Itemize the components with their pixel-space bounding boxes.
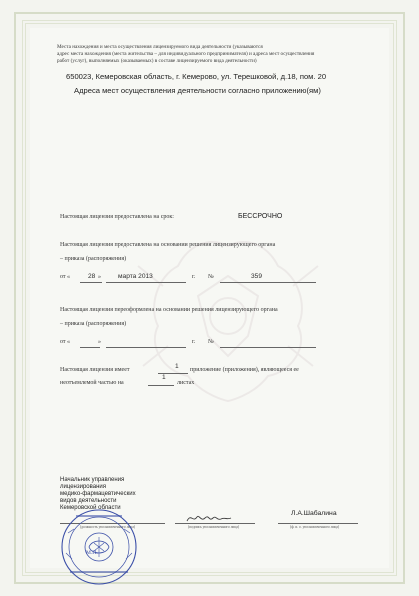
- term-label: Настоящая лицензия предоставлена на срок:: [60, 214, 174, 220]
- reissue-no: №: [208, 339, 214, 345]
- basis-number-line: [220, 282, 316, 283]
- name-caption: (ф. и. о. уполномоченного лица): [290, 525, 340, 529]
- position-line: видов деятельности: [60, 498, 117, 504]
- stamp-mp-label: М.П.: [86, 550, 98, 556]
- header-line-2: адрес места нахождения (места жительства – для индивидуального предпринимателя) и адреса мест осуществления: [57, 51, 315, 57]
- basis-month-year: марта 2013: [118, 273, 153, 280]
- basis-no: №: [208, 274, 214, 280]
- name-line-rule: [278, 523, 358, 524]
- position-line: медико-фармацевтических: [60, 491, 136, 497]
- appendix-suffix: приложение (приложения), являющееся ее: [190, 367, 299, 373]
- position-line: Кемеровской области: [60, 505, 121, 511]
- address-line-2: Адреса мест осуществления деятельности согласно приложению(ям): [74, 86, 321, 95]
- position-line: Начальник управления: [60, 477, 125, 483]
- appendix-count: 1: [175, 363, 179, 370]
- reissue-line-1: Настоящая лицензия переоформлена на основании решения лицензирующего органа: [60, 307, 278, 313]
- signatory-name: Л.А.Шабалина: [291, 510, 337, 517]
- appendix-line2-prefix: неотъемлемой частью на: [60, 380, 124, 386]
- basis-g: г.: [192, 274, 196, 280]
- position-line: лицензирования: [60, 484, 107, 490]
- address-line-1: 650023, Кемеровская область, г. Кемерово, ул. Терешковой, д.18, пом. 20: [66, 72, 327, 81]
- reissue-close: »: [98, 339, 101, 345]
- basis-day-line: [80, 282, 102, 283]
- term-value: БЕССРОЧНО: [238, 213, 283, 220]
- coat-of-arms-watermark: [118, 206, 338, 426]
- basis-line-1: Настоящая лицензия предоставлена на основании решения лицензирующего органа: [60, 242, 276, 248]
- appendix-prefix: Настоящая лицензия имеет: [60, 367, 130, 373]
- appendix-line2-suffix: листах: [177, 380, 195, 386]
- appendix-sheets-line: [148, 385, 174, 386]
- position-caption: (должность уполномоченного лица): [80, 525, 136, 529]
- signature-caption: (подпись уполномоченного лица): [188, 525, 240, 529]
- reissue-g: г.: [192, 339, 196, 345]
- basis-month-line: [106, 282, 186, 283]
- reissue-number-line: [220, 347, 316, 348]
- basis-line-2: – приказа (распоряжения): [60, 256, 127, 262]
- basis-ot: от «: [60, 274, 71, 280]
- reissue-line-2: – приказа (распоряжения): [60, 321, 127, 327]
- reissue-month-line: [106, 347, 186, 348]
- appendix-sheets: 1: [162, 374, 166, 381]
- handwritten-signature: [183, 511, 253, 525]
- basis-close: »: [98, 274, 101, 280]
- basis-number: 359: [251, 273, 263, 280]
- header-line-1: Места нахождения и места осуществления лицензируемого вида деятельности (указываются: [57, 44, 263, 50]
- official-stamp: [54, 503, 144, 587]
- reissue-day-line: [80, 347, 100, 348]
- reissue-ot: от «: [60, 339, 71, 345]
- basis-day: 28: [88, 273, 96, 280]
- header-line-3: работ (услуг), выполняемых (оказываемых) в составе лицензируемого вида деятельности): [57, 58, 257, 64]
